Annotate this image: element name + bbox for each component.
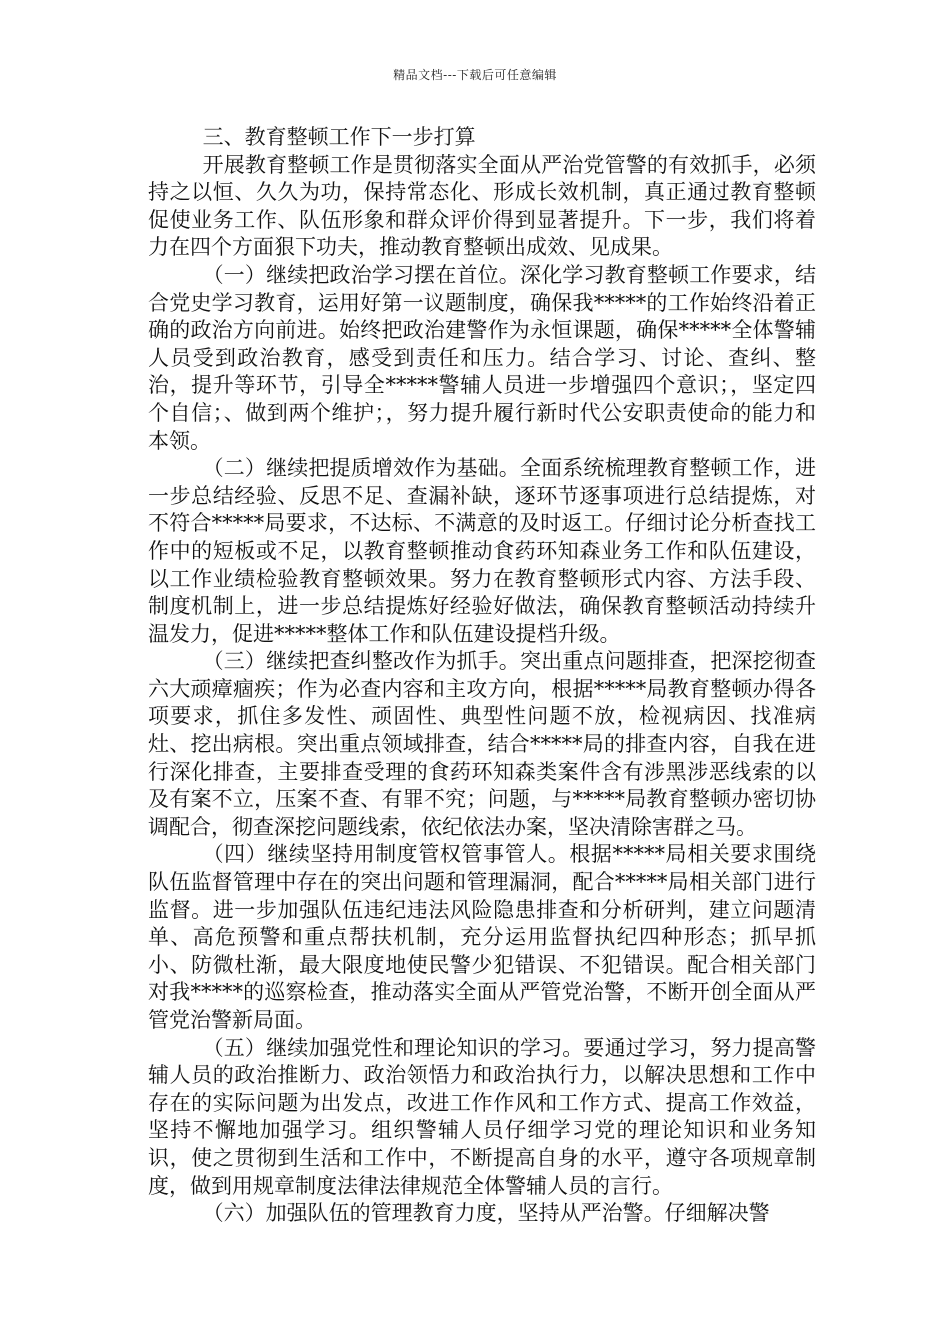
section-heading: 三、教育整顿工作下一步打算 xyxy=(202,125,476,149)
paragraph-intro: 开展教育整顿工作是贯彻落实全面从严治党管警的有效抓手，必须持之以恒、久久为功，保持常态化、形成长效机制，真正通过教育整顿促使业务工作、队伍形象和群众评价得到显著提升。下一步，我们将着力在四个方面狠下功夫，推动教育整顿出成效、见成果。 xyxy=(148,152,816,260)
paragraph-item-1: （一）继续把政治学习摆在首位。深化学习教育整顿工作要求，结合党史学习教育，运用好第一议题制度，确保我*****的工作始终沿着正确的政治方向前进。始终把政治建警作为永恒课题，确保*****全体警辅人员受到政治教育，感受到责任和压力。结合学习、讨论、查纠、整治，提升等环节，引导全*****警辅人员进一步增强四个意识；，坚定四个自信；、做到两个维护；，努力提升履行新时代公安职责使命的能力和本领。 xyxy=(148,262,816,453)
document-body xyxy=(148,124,816,1228)
page-header: 精品文档---下载后可任意编辑 xyxy=(393,68,557,82)
paragraph-item-6: （六）加强队伍的管理教育力度，坚持从严治警。仔细解决警 xyxy=(202,1201,770,1226)
paragraph-item-5: （五）继续加强党性和理论知识的学习。要通过学习，努力提高警辅人员的政治推断力、政治领悟力和政治执行力，以解决思想和工作中存在的实际问题为出发点，改进工作作风和工作方式、提高工作效益，坚持不懈地加强学习。组织警辅人员仔细学习党的理论知识和业务知识，使之贯彻到生活和工作中，不断提高自身的水平，遵守各项规章制度，做到用规章制度法律法律规范全体警辅人员的言行。 xyxy=(148,1035,816,1198)
paragraph-item-4: （四）继续坚持用制度管权管事管人。根据*****局相关要求围绕队伍监督管理中存在的突出问题和管理漏洞，配合*****局相关部门进行监督。进一步加强队伍违纪违法风险隐患排查和分析研判，建立问题清单、高危预警和重点帮扶机制，充分运用监督执纪四种形态；抓早抓小、防微杜渐，最大限度地使民警少犯错误、不犯错误。配合相关部门对我*****的巡察检查，推动落实全面从严管党治警，不断开创全面从严管党治警新局面。 xyxy=(148,842,816,1032)
paragraph-item-2: （二）继续把提质增效作为基础。全面系统梳理教育整顿工作，进一步总结经验、反思不足、查漏补缺，逐环节逐事项进行总结提炼，对不符合*****局要求，不达标、不满意的及时返工。仔细讨论分析查找工作中的短板或不足，以教育整顿推动食药环知森业务工作和队伍建设，以工作业绩检验教育整顿效果。努力在教育整顿形式内容、方法手段、制度机制上，进一步总结提炼好经验好做法，确保教育整顿活动持续升温发力，促进*****整体工作和队伍建设提档升级。 xyxy=(148,456,816,646)
paragraph-item-3: （三）继续把查纠整改作为抓手。突出重点问题排查，把深挖彻查六大顽瘴痼疾；作为必查内容和主攻方向，根据*****局教育整顿办得各项要求，抓住多发性、顽固性、典型性问题不放，检视病因、找准病灶、挖出病根。突出重点领域排查，结合*****局的排查内容，自我在进行深化排查，主要排查受理的食药环知森类案件含有涉黑涉恶线索的以及有案不立，压案不查、有罪不究；问题，与*****局教育整顿办密切协调配合，彻查深挖问题线索，依纪依法办案，坚决清除害群之马。 xyxy=(148,649,816,839)
